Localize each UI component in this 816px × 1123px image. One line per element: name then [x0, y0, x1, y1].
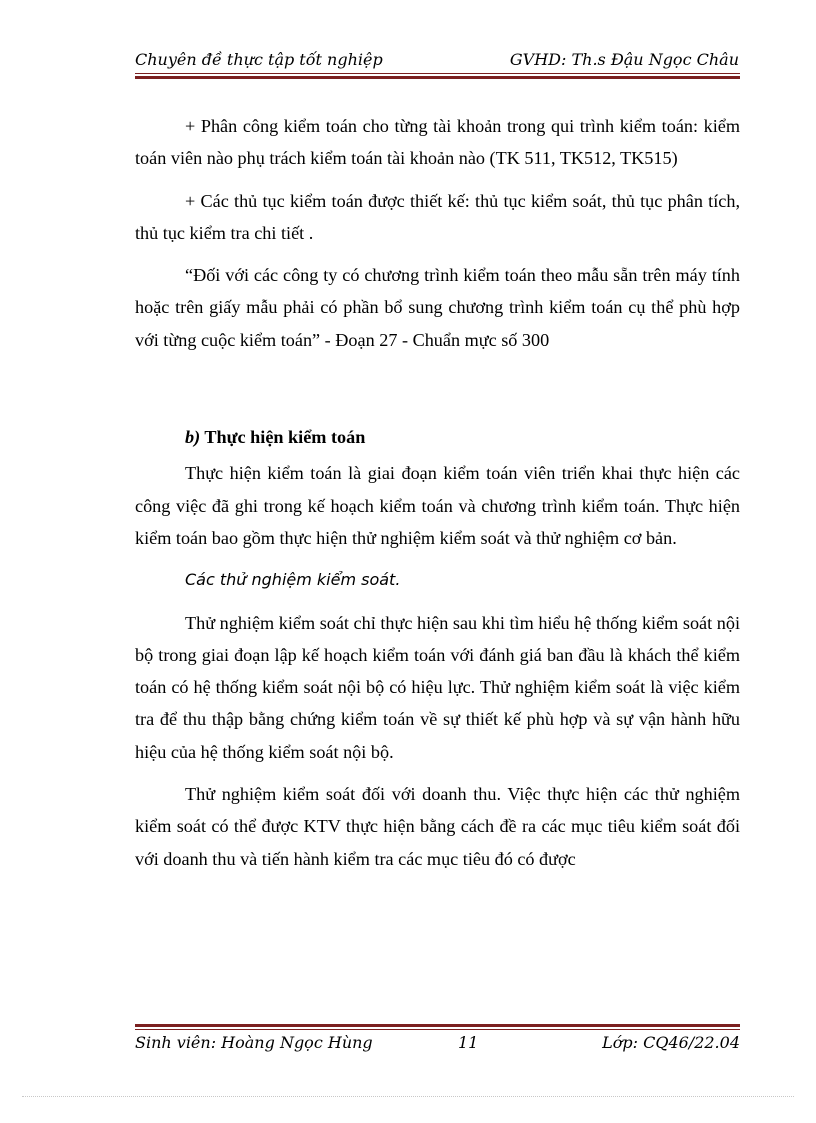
page-header [135, 48, 739, 72]
section-heading [135, 421, 740, 453]
header-rule-thick [135, 76, 740, 79]
header-course-title: Chuyên đề thực tập tốt nghiệp [135, 50, 383, 69]
paragraph-audit-execution: Thực hiện kiểm toán là giai đoạn kiểm toán viên triển khai thực hiện các công việc đã ghi trong kế hoạch kiểm toán và chương trình kiểm toán. Thực hiện kiểm toán bao gồm thực hiện thử nghiệm kiểm soát và thử nghiệm cơ bản. [135, 463, 740, 548]
section-heading-label: b) [185, 427, 201, 448]
paragraph-revenue-control-tests: Thử nghiệm kiểm soát đối với doanh thu. Việc thực hiện các thử nghiệm kiểm soát có thể được KTV thực hiện bằng cách đề ra các mục tiêu kiểm soát đối với doanh thu và tiến hành kiểm tra các mục tiêu đó có được [135, 784, 740, 869]
footer-page-number: 11 [458, 1033, 479, 1052]
header-rule-thin [135, 73, 740, 74]
paragraph-standard-quote: “Đối với các công ty có chương trình kiểm toán theo mẫu sẵn trên máy tính hoặc trên giấy mẫu phải có phần bổ sung chương trình kiểm toán cụ thể phù hợp với từng cuộc kiểm toán” - Đoạn 27 - Chuẩn mực số 300 [135, 265, 740, 350]
footer-rule-thick [135, 1024, 740, 1027]
paragraph-audit-procedures: + Các thủ tục kiểm toán được thiết kế: thủ tục kiểm soát, thủ tục phân tích, thủ tục kiểm tra chi tiết . [135, 190, 740, 243]
footer-rule-thin [135, 1029, 740, 1030]
paragraph-audit-assignment: + Phân công kiểm toán cho từng tài khoản trong qui trình kiểm toán: kiểm toán viên nào phụ trách kiểm toán tài khoản nào (TK 511, TK512, TK515) [135, 116, 740, 169]
page-bottom-edge [22, 1096, 794, 1097]
footer-class: Lớp: CQ46/22.04 [602, 1033, 740, 1052]
paragraph-control-tests: Thử nghiệm kiểm soát chỉ thực hiện sau khi tìm hiểu hệ thống kiểm soát nội bộ trong giai đoạn lập kế hoạch kiểm toán với đánh giá ban đầu là khách thể kiểm toán có hệ thống kiểm soát nội bộ có hiệu lực. Thử nghiệm kiểm soát là việc kiểm tra để thu thập bằng chứng kiểm toán về sự thiết kế phù hợp và sự vận hành hữu hiệu của hệ thống kiểm soát nội bộ. [135, 612, 740, 762]
section-heading-text: Thực hiện kiểm toán [200, 427, 366, 448]
page-body [135, 110, 740, 875]
subheading-control-tests: Các thử nghiệm kiểm soát. [185, 570, 401, 590]
footer-student-name: Sinh viên: Hoàng Ngọc Hùng [135, 1033, 373, 1052]
page-footer [135, 1033, 740, 1057]
header-supervisor: GVHD: Th.s Đậu Ngọc Châu [509, 50, 739, 69]
